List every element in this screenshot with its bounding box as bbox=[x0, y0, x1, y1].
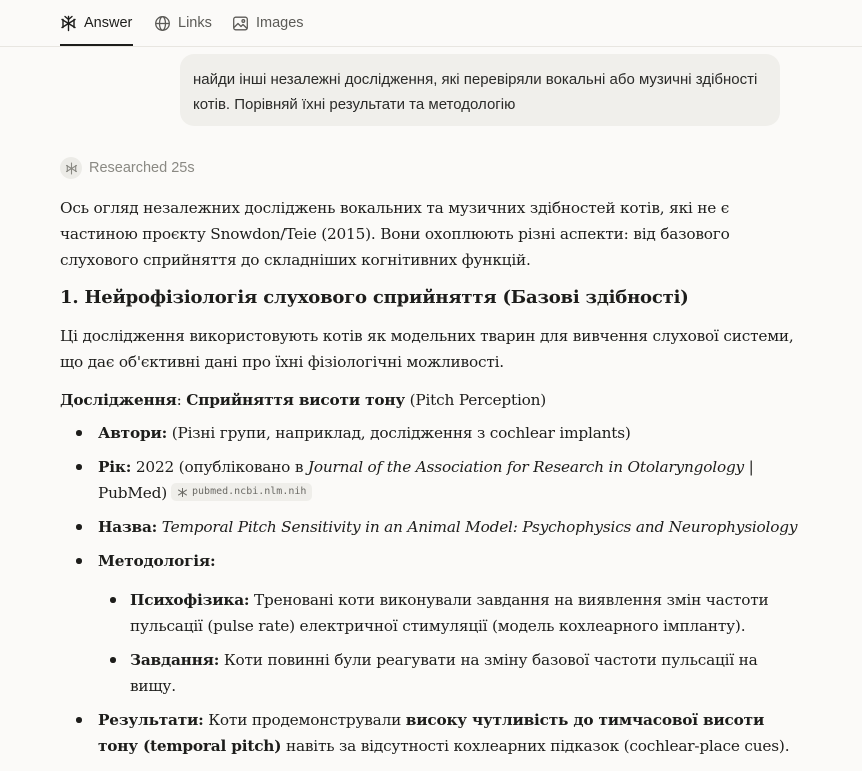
methodology-sublist bbox=[98, 587, 800, 699]
list-item-year bbox=[60, 454, 800, 506]
source-chip[interactable] bbox=[171, 483, 312, 501]
results-tabs bbox=[0, 0, 862, 47]
results-label: Результати: bbox=[98, 711, 204, 729]
answer-content bbox=[60, 195, 800, 767]
list-item-title bbox=[60, 514, 800, 540]
study-heading bbox=[60, 387, 800, 413]
task-text: Коти повинні були реагувати на зміну базової частоти пульсації на вищу. bbox=[130, 651, 758, 695]
results-highlight: високу чутливість до тимчасової висоти тону (temporal pitch) bbox=[98, 711, 765, 755]
list-item-authors bbox=[60, 420, 800, 446]
psycho-text: Треновані коти виконували завдання на виявлення змін частоти пульсації (pulse rate) електричної стимуляції (модель кохлеарного імпланту). bbox=[130, 591, 769, 635]
year-text-2: | PubMed) bbox=[98, 458, 754, 502]
source-icon bbox=[177, 487, 188, 498]
source-chip-label: pubmed.ncbi.nlm.nih bbox=[192, 486, 307, 497]
answer-icon bbox=[60, 15, 77, 32]
list-item-psychophysics bbox=[98, 587, 800, 639]
user-query-bubble: найди інші незалежні дослідження, які перевіряли вокальні або музичні здібності котів. Порівняй їхні результати та методологію bbox=[180, 54, 780, 126]
tab-images[interactable] bbox=[232, 0, 304, 46]
authors-label: Автори: bbox=[98, 424, 168, 442]
study-title: Сприйняття висоти тону bbox=[186, 391, 405, 409]
tab-label: Images bbox=[256, 15, 304, 31]
authors-text: (Різні групи, наприклад, дослідження з cochlear implants) bbox=[167, 424, 631, 442]
tab-label: Answer bbox=[84, 15, 133, 31]
section-intro: Ці дослідження використовують котів як модельних тварин для вивчення слухової системи, що дає об'єктивні дані про їхні фізіологічні можливості. bbox=[60, 327, 794, 371]
name-label: Назва: bbox=[98, 518, 158, 536]
study-label: Дослідження bbox=[60, 391, 177, 409]
list-item-task bbox=[98, 647, 800, 699]
image-icon bbox=[232, 15, 249, 32]
study-separator: : bbox=[176, 391, 187, 409]
task-label: Завдання: bbox=[130, 651, 220, 669]
study-details-list bbox=[60, 420, 800, 759]
list-item-results bbox=[60, 707, 800, 759]
tab-label: Links bbox=[178, 15, 212, 31]
research-icon bbox=[60, 157, 82, 179]
active-tab-indicator bbox=[60, 44, 133, 46]
journal-name: Journal of the Association for Research in Otolaryngology bbox=[307, 458, 744, 476]
answer-intro: Ось огляд незалежних досліджень вокальних та музичних здібностей котів, які не є частиною проєкту Snowdon/Teie (2015). Вони охоплюють різні аспекти: від базового слухового сприйняття до складніших когнітивних функцій. bbox=[60, 199, 730, 269]
paper-title: Temporal Pitch Sensitivity in an Animal Model: Psychophysics and Neurophysiology bbox=[161, 518, 798, 536]
results-text-2: навіть за відсутності кохлеарних підказок (cochlear-place cues). bbox=[281, 737, 790, 755]
researched-status[interactable] bbox=[60, 156, 195, 180]
results-text: Коти продемонстрували bbox=[203, 711, 406, 729]
section-heading: 1. Нейрофізіологія слухового сприйняття (Базові здібності) bbox=[60, 287, 689, 308]
tab-links[interactable] bbox=[154, 0, 212, 46]
method-label: Методологія: bbox=[98, 552, 216, 570]
psycho-label: Психофізика: bbox=[130, 591, 250, 609]
tab-answer[interactable] bbox=[60, 0, 132, 46]
list-item-methodology bbox=[60, 548, 800, 699]
study-title-en: (Pitch Perception) bbox=[404, 391, 547, 409]
globe-icon bbox=[154, 15, 171, 32]
year-text: 2022 (опубліковано в bbox=[131, 458, 308, 476]
researched-label: Researched 25s bbox=[89, 160, 195, 176]
year-label: Рік: bbox=[98, 458, 132, 476]
